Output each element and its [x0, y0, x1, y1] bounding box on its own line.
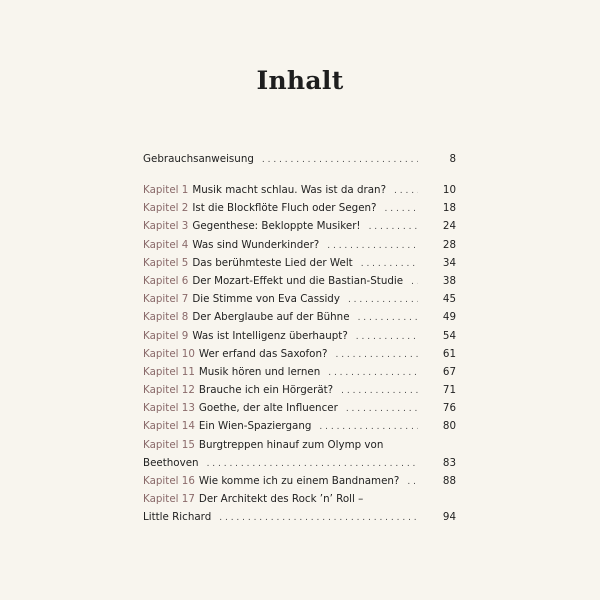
- dot-leader: [394, 182, 418, 200]
- dot-leader: [361, 255, 418, 273]
- toc-entry: [143, 472, 456, 490]
- chapter-label: Kapitel 6: [143, 274, 189, 287]
- toc-entry-title: Musik macht schlau. Was ist da dran?: [192, 184, 387, 196]
- toc-page-number: 54: [442, 329, 456, 342]
- chapter-label: Kapitel 14: [143, 420, 195, 433]
- toc-page-number: 71: [442, 384, 456, 397]
- toc-entry-title: Was ist Intelligenz überhaupt?: [192, 329, 348, 342]
- toc-page-number: 88: [442, 475, 456, 488]
- chapter-label: Kapitel 4: [143, 238, 189, 251]
- toc-page-number: 49: [442, 311, 456, 324]
- dot-leader: [341, 382, 418, 400]
- toc-page-number: 24: [442, 220, 456, 233]
- dot-leader: [407, 473, 418, 491]
- toc-entry: [143, 199, 456, 217]
- toc-entry: [143, 308, 456, 326]
- chapter-label: Kapitel 13: [143, 402, 195, 415]
- toc-entry: [143, 150, 456, 168]
- chapter-label: Kapitel 2: [143, 202, 189, 215]
- toc-entry-title: Der Mozart-Effekt und die Bastian-Studie: [192, 274, 404, 287]
- toc-entry: [143, 290, 456, 308]
- toc-entry: [143, 436, 456, 472]
- toc-entry-title: Musik hören und lernen: [198, 365, 321, 378]
- toc-entry-title-continued: Beethoven: [143, 456, 199, 469]
- toc-entry-title: Der Aberglaube auf der Bühne: [192, 311, 350, 324]
- dot-leader: [219, 509, 418, 527]
- dot-leader: [262, 151, 418, 169]
- toc-page-number: 94: [442, 511, 456, 524]
- toc-entry: [143, 490, 456, 526]
- dot-leader: [327, 237, 418, 255]
- toc-entry-title-continued: Little Richard: [143, 511, 212, 524]
- toc-entry: [143, 254, 456, 272]
- dot-leader: [369, 218, 418, 236]
- toc-entry: [143, 399, 456, 417]
- toc-page-number: 34: [442, 256, 456, 269]
- toc-page-number: 18: [442, 202, 456, 215]
- dot-leader: [207, 455, 418, 473]
- chapter-label: Kapitel 12: [143, 384, 195, 397]
- toc-entry: [143, 181, 456, 199]
- toc-page-number: 83: [442, 456, 456, 469]
- toc-entry: [143, 236, 456, 254]
- chapter-label: Kapitel 5: [143, 256, 189, 269]
- chapter-label: Kapitel 7: [143, 293, 189, 306]
- chapter-label: Kapitel 1: [143, 184, 189, 196]
- dot-leader: [328, 364, 418, 382]
- chapter-label: Kapitel 15: [143, 438, 195, 451]
- toc-entry: [143, 217, 456, 235]
- chapter-label: Kapitel 11: [143, 365, 195, 378]
- toc-page-number: 8: [449, 153, 456, 165]
- toc-page-number: 10: [442, 184, 456, 196]
- toc-entry: [143, 363, 456, 381]
- toc-page-number: 80: [442, 420, 456, 433]
- toc-entry-title: Die Stimme von Eva Cassidy: [192, 293, 340, 306]
- toc-entry: [143, 381, 456, 399]
- toc-entry-title: Gegenthese: Bekloppte Musiker!: [192, 220, 361, 233]
- toc-entry-title: Wer erfand das Saxofon?: [198, 347, 328, 360]
- dot-leader: [348, 291, 418, 309]
- toc-page-number: 28: [442, 238, 456, 251]
- toc-entry-title: Burgtreppen hinauf zum Olymp von: [198, 438, 384, 451]
- toc-entry: [143, 345, 456, 363]
- chapter-label: Kapitel 16: [143, 475, 195, 488]
- toc-entry-title: Ein Wien-Spaziergang: [198, 420, 312, 433]
- toc-entry-title: Wie komme ich zu einem Bandnamen?: [198, 475, 400, 488]
- toc-entry-title: Goethe, der alte Influencer: [198, 402, 338, 415]
- toc-entry-title: Ist die Blockflöte Fluch oder Segen?: [192, 202, 377, 215]
- toc-page-number: 76: [442, 402, 456, 415]
- toc-entry-title: Der Architekt des Rock ’n’ Roll –: [198, 493, 364, 506]
- chapter-label: Kapitel 17: [143, 493, 195, 506]
- toc-page-number: 67: [442, 365, 456, 378]
- toc-entry-title: Gebrauchsanweisung: [143, 153, 254, 165]
- dot-leader: [319, 418, 418, 436]
- dot-leader: [358, 309, 418, 327]
- toc-page-number: 38: [442, 274, 456, 287]
- table-of-contents: [143, 150, 456, 527]
- chapter-label: Kapitel 3: [143, 220, 189, 233]
- chapter-label: Kapitel 10: [143, 347, 195, 360]
- toc-entry: [143, 272, 456, 290]
- dot-leader: [385, 200, 418, 218]
- toc-page-number: 45: [442, 293, 456, 306]
- toc-entry: [143, 327, 456, 345]
- page-title: Inhalt: [256, 66, 344, 95]
- dot-leader: [335, 346, 418, 364]
- dot-leader: [411, 273, 418, 291]
- dot-leader: [356, 328, 418, 346]
- toc-entry: [143, 417, 456, 435]
- toc-page-number: 61: [442, 347, 456, 360]
- chapter-label: Kapitel 9: [143, 329, 189, 342]
- toc-entry-title: Das berühmteste Lied der Welt: [192, 256, 353, 269]
- chapter-label: Kapitel 8: [143, 311, 189, 324]
- toc-entry-title: Brauche ich ein Hörgerät?: [198, 384, 334, 397]
- dot-leader: [346, 400, 418, 418]
- toc-entry-title: Was sind Wunderkinder?: [192, 238, 320, 251]
